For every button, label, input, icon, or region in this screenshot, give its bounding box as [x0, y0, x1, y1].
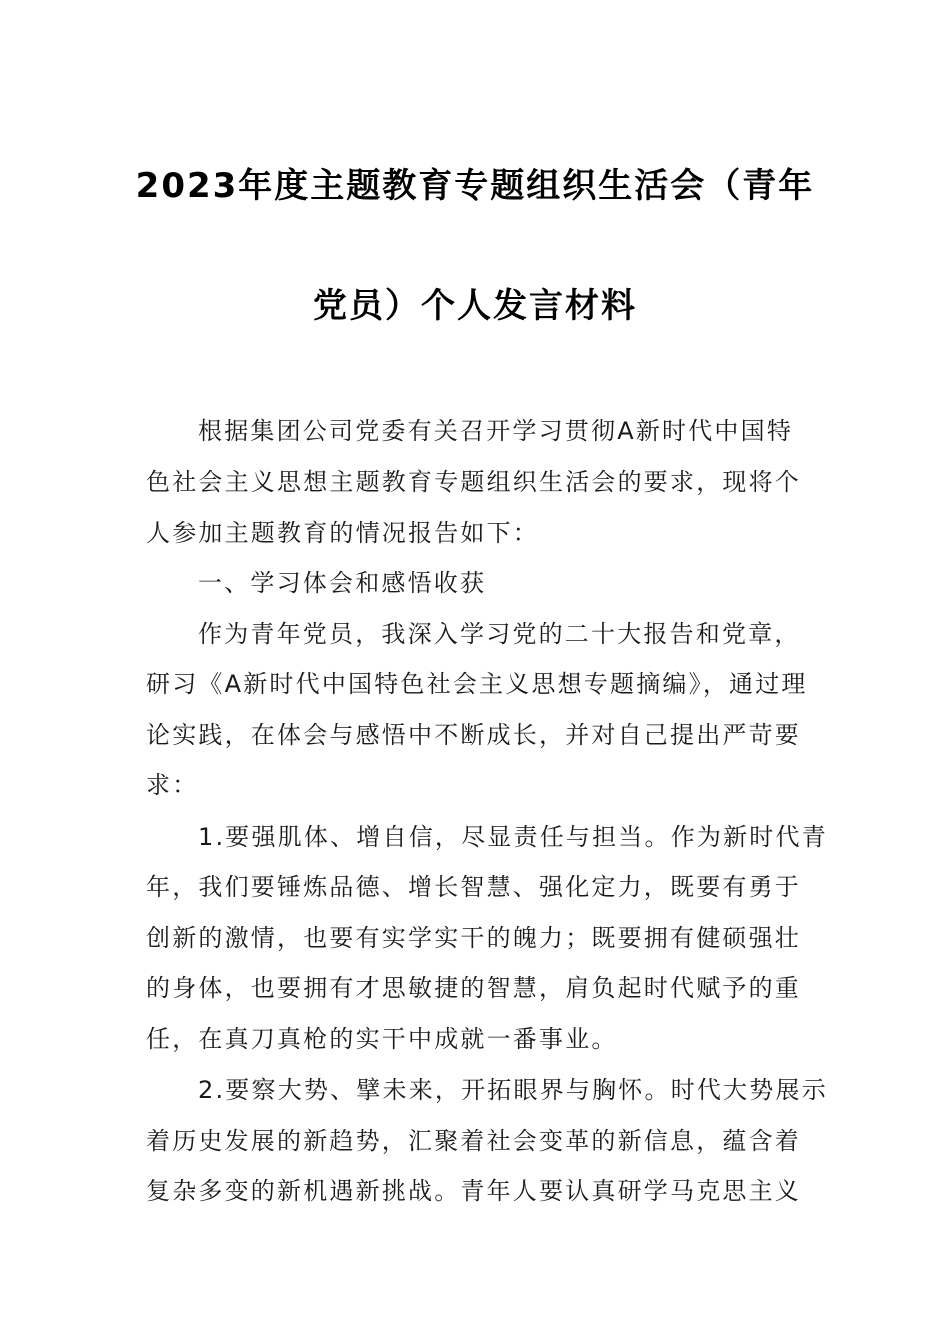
body-line: 色社会主义思想主题教育专题组织生活会的要求，现将个: [146, 468, 801, 496]
body-line: 2.要察大势、擘未来，开拓眼界与胸怀。时代大势展示: [198, 1076, 828, 1104]
body-line: 求：: [146, 771, 199, 799]
body-line: 根据集团公司党委有关召开学习贯彻A新时代中国特: [198, 417, 794, 445]
body-line: 研习《A新时代中国特色社会主义思想专题摘编》，通过理: [146, 670, 808, 698]
body-line: 复杂多变的新机遇新挑战。青年人要认真研学马克思主义: [146, 1177, 801, 1205]
body-line: 任，在真刀真枪的实干中成就一番事业。: [146, 1025, 618, 1053]
body-line: 作为青年党员，我深入学习党的二十大报告和党章，: [198, 620, 801, 648]
body-line: 着历史发展的新趋势，汇聚着社会变革的新信息，蕴含着: [146, 1127, 801, 1155]
body-line: 论实践，在体会与感悟中不断成长，并对自己提出严苛要: [146, 721, 801, 749]
document-title-line-2: 党员）个人发言材料: [313, 286, 637, 326]
document-title-line-1: 2023年度主题教育专题组织生活会（青年: [135, 166, 815, 206]
body-line: 1.要强肌体、增自信，尽显责任与担当。作为新时代青: [198, 823, 828, 851]
body-line: 人参加主题教育的情况报告如下：: [146, 519, 539, 547]
body-line: 年，我们要锤炼品德、增长智慧、强化定力，既要有勇于: [146, 873, 801, 901]
body-line: 的身体，也要拥有才思敏捷的智慧，肩负起时代赋予的重: [146, 974, 801, 1002]
body-line: 创新的激情，也要有实学实干的魄力；既要拥有健硕强壮: [146, 924, 801, 952]
section-heading: 一、学习体会和感悟收获: [198, 569, 487, 597]
